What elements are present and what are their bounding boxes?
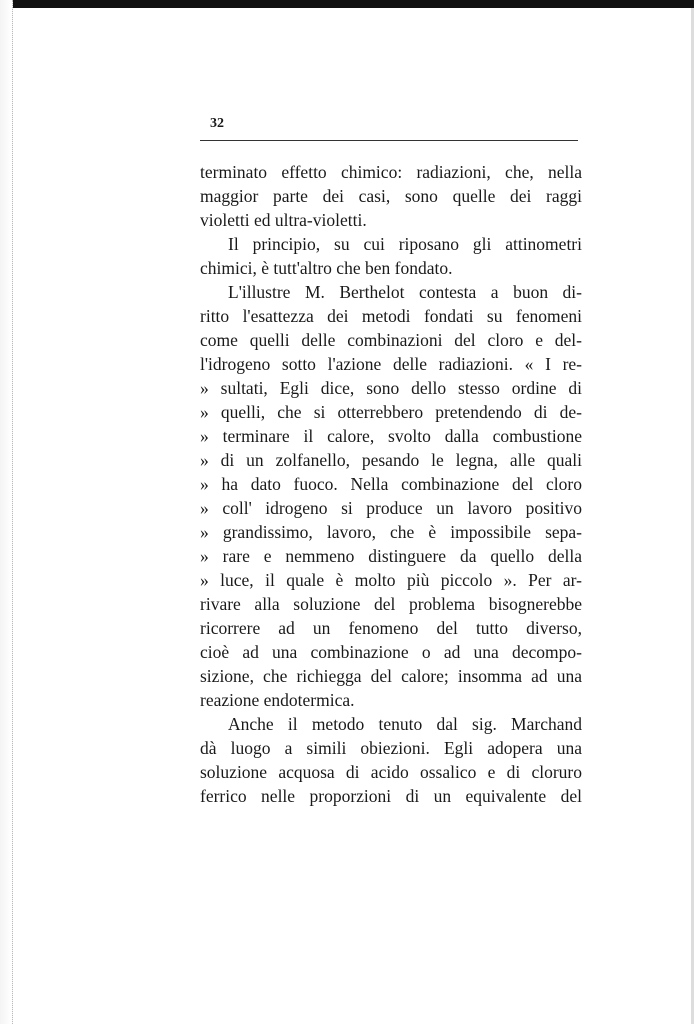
scan-left-edge xyxy=(0,0,13,1024)
text-line: reazione endotermica. xyxy=(200,690,355,710)
text-line: ritto l'esattezza dei metodi fondati su fenomeni xyxy=(200,306,582,326)
text-line: violetti ed ultra-violetti. xyxy=(200,210,367,230)
page-number: 32 xyxy=(210,116,224,131)
scan-top-border xyxy=(0,0,694,8)
text-line: » coll' idrogeno si produce un lavoro positivo xyxy=(200,498,582,518)
text-line: Il principio, su cui riposano gli attinometri xyxy=(228,234,582,254)
text-line: » di un zolfanello, pesando le legna, alle quali xyxy=(200,450,582,470)
text-line: » quelli, che si otterrebbero pretendendo di de- xyxy=(200,402,582,422)
text-line: ferrico nelle proporzioni di un equivalente del xyxy=(200,786,582,806)
text-line: » sultati, Egli dice, sono dello stesso ordine di xyxy=(200,378,582,398)
text-line: come quelli delle combinazioni del cloro e del- xyxy=(200,330,582,350)
text-line: chimici, è tutt'altro che ben fondato. xyxy=(200,258,453,278)
text-line: » luce, il quale è molto più piccolo ». Per ar- xyxy=(200,570,582,590)
text-line: rivare alla soluzione del problema bisognerebbe xyxy=(200,594,582,614)
text-line: ricorrere ad un fenomeno del tutto diverso, xyxy=(200,618,582,638)
text-line: » terminare il calore, svolto dalla combustione xyxy=(200,426,582,446)
text-line: maggior parte dei casi, sono quelle dei raggi xyxy=(200,186,582,206)
text-line: l'idrogeno sotto l'azione delle radiazioni. « I re- xyxy=(200,354,582,374)
text-line: cioè ad una combinazione o ad una decompo- xyxy=(200,642,582,662)
text-line: terminato effetto chimico: radiazioni, che, nella xyxy=(200,162,582,182)
text-line: » rare e nemmeno distinguere da quello della xyxy=(200,546,582,566)
text-line: » grandissimo, lavoro, che è impossibile sepa- xyxy=(200,522,582,542)
text-line: » ha dato fuoco. Nella combinazione del cloro xyxy=(200,474,582,494)
text-line: Anche il metodo tenuto dal sig. Marchand xyxy=(228,714,582,734)
text-line: sizione, che richiegga del calore; insomma ad una xyxy=(200,666,582,686)
header-rule xyxy=(200,140,578,141)
body-text xyxy=(200,160,582,808)
text-line: soluzione acquosa di acido ossalico e di cloruro xyxy=(200,762,582,782)
text-line: dà luogo a simili obiezioni. Egli adopera una xyxy=(200,738,582,758)
text-line: L'illustre M. Berthelot contesta a buon di- xyxy=(228,282,582,302)
